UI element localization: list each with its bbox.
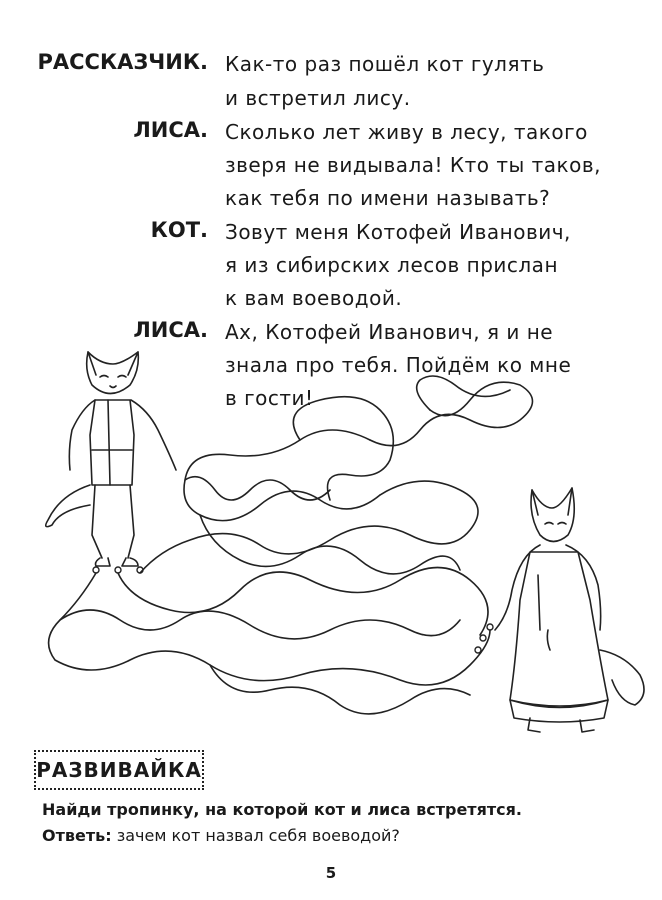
fox-2-line-2: знала про тебя. Пойдём ко мне	[225, 353, 572, 377]
fox-2-line-1: Ах, Котофей Иванович, я и не	[225, 320, 554, 344]
fox-figure	[495, 488, 644, 732]
speaker-narrator: РАССКАЗЧИК.	[37, 50, 208, 74]
fox-1-line-1: Сколько лет живу в лесу, такого	[225, 120, 588, 144]
maze-end-dot-3	[475, 647, 481, 653]
task-answer-text: зачем кот назвал себя воеводой?	[116, 826, 400, 845]
cat-line-2: я из сибирских лесов прислан	[225, 253, 559, 277]
maze-end-dot-2	[480, 635, 486, 641]
page-number: 5	[325, 864, 337, 882]
cat-line-1: Зовут меня Котофей Иванович,	[225, 220, 571, 244]
narrator-line-1: Как-то раз пошёл кот гулять	[225, 52, 545, 76]
fox-1-line-3: как тебя по имени называть?	[225, 186, 551, 210]
speaker-fox-1: ЛИСА.	[133, 118, 208, 142]
narrator-line-2: и встретил лису.	[225, 86, 411, 110]
fox-2-line-3: в гости!	[225, 386, 314, 410]
task-find-path: Найди тропинку, на которой кот и лиса встретятся.	[42, 800, 522, 819]
task-answer-label: Ответь:	[42, 826, 112, 845]
task-answer	[42, 826, 400, 845]
maze-paths	[49, 376, 533, 714]
speaker-fox-2: ЛИСА.	[133, 318, 208, 342]
cat-line-3: к вам воеводой.	[225, 286, 403, 310]
speaker-cat: КОТ.	[150, 218, 208, 242]
maze-end-dot-1	[487, 624, 493, 630]
maze-start-dot-1	[93, 567, 99, 573]
maze-illustration	[0, 330, 662, 750]
activity-box-title: РАЗВИВАЙКА	[34, 750, 204, 790]
maze-endpoints	[93, 567, 493, 653]
cat-figure	[46, 352, 176, 566]
maze-start-dot-2	[115, 567, 121, 573]
fox-1-line-2: зверя не видывала! Кто ты таков,	[225, 153, 602, 177]
